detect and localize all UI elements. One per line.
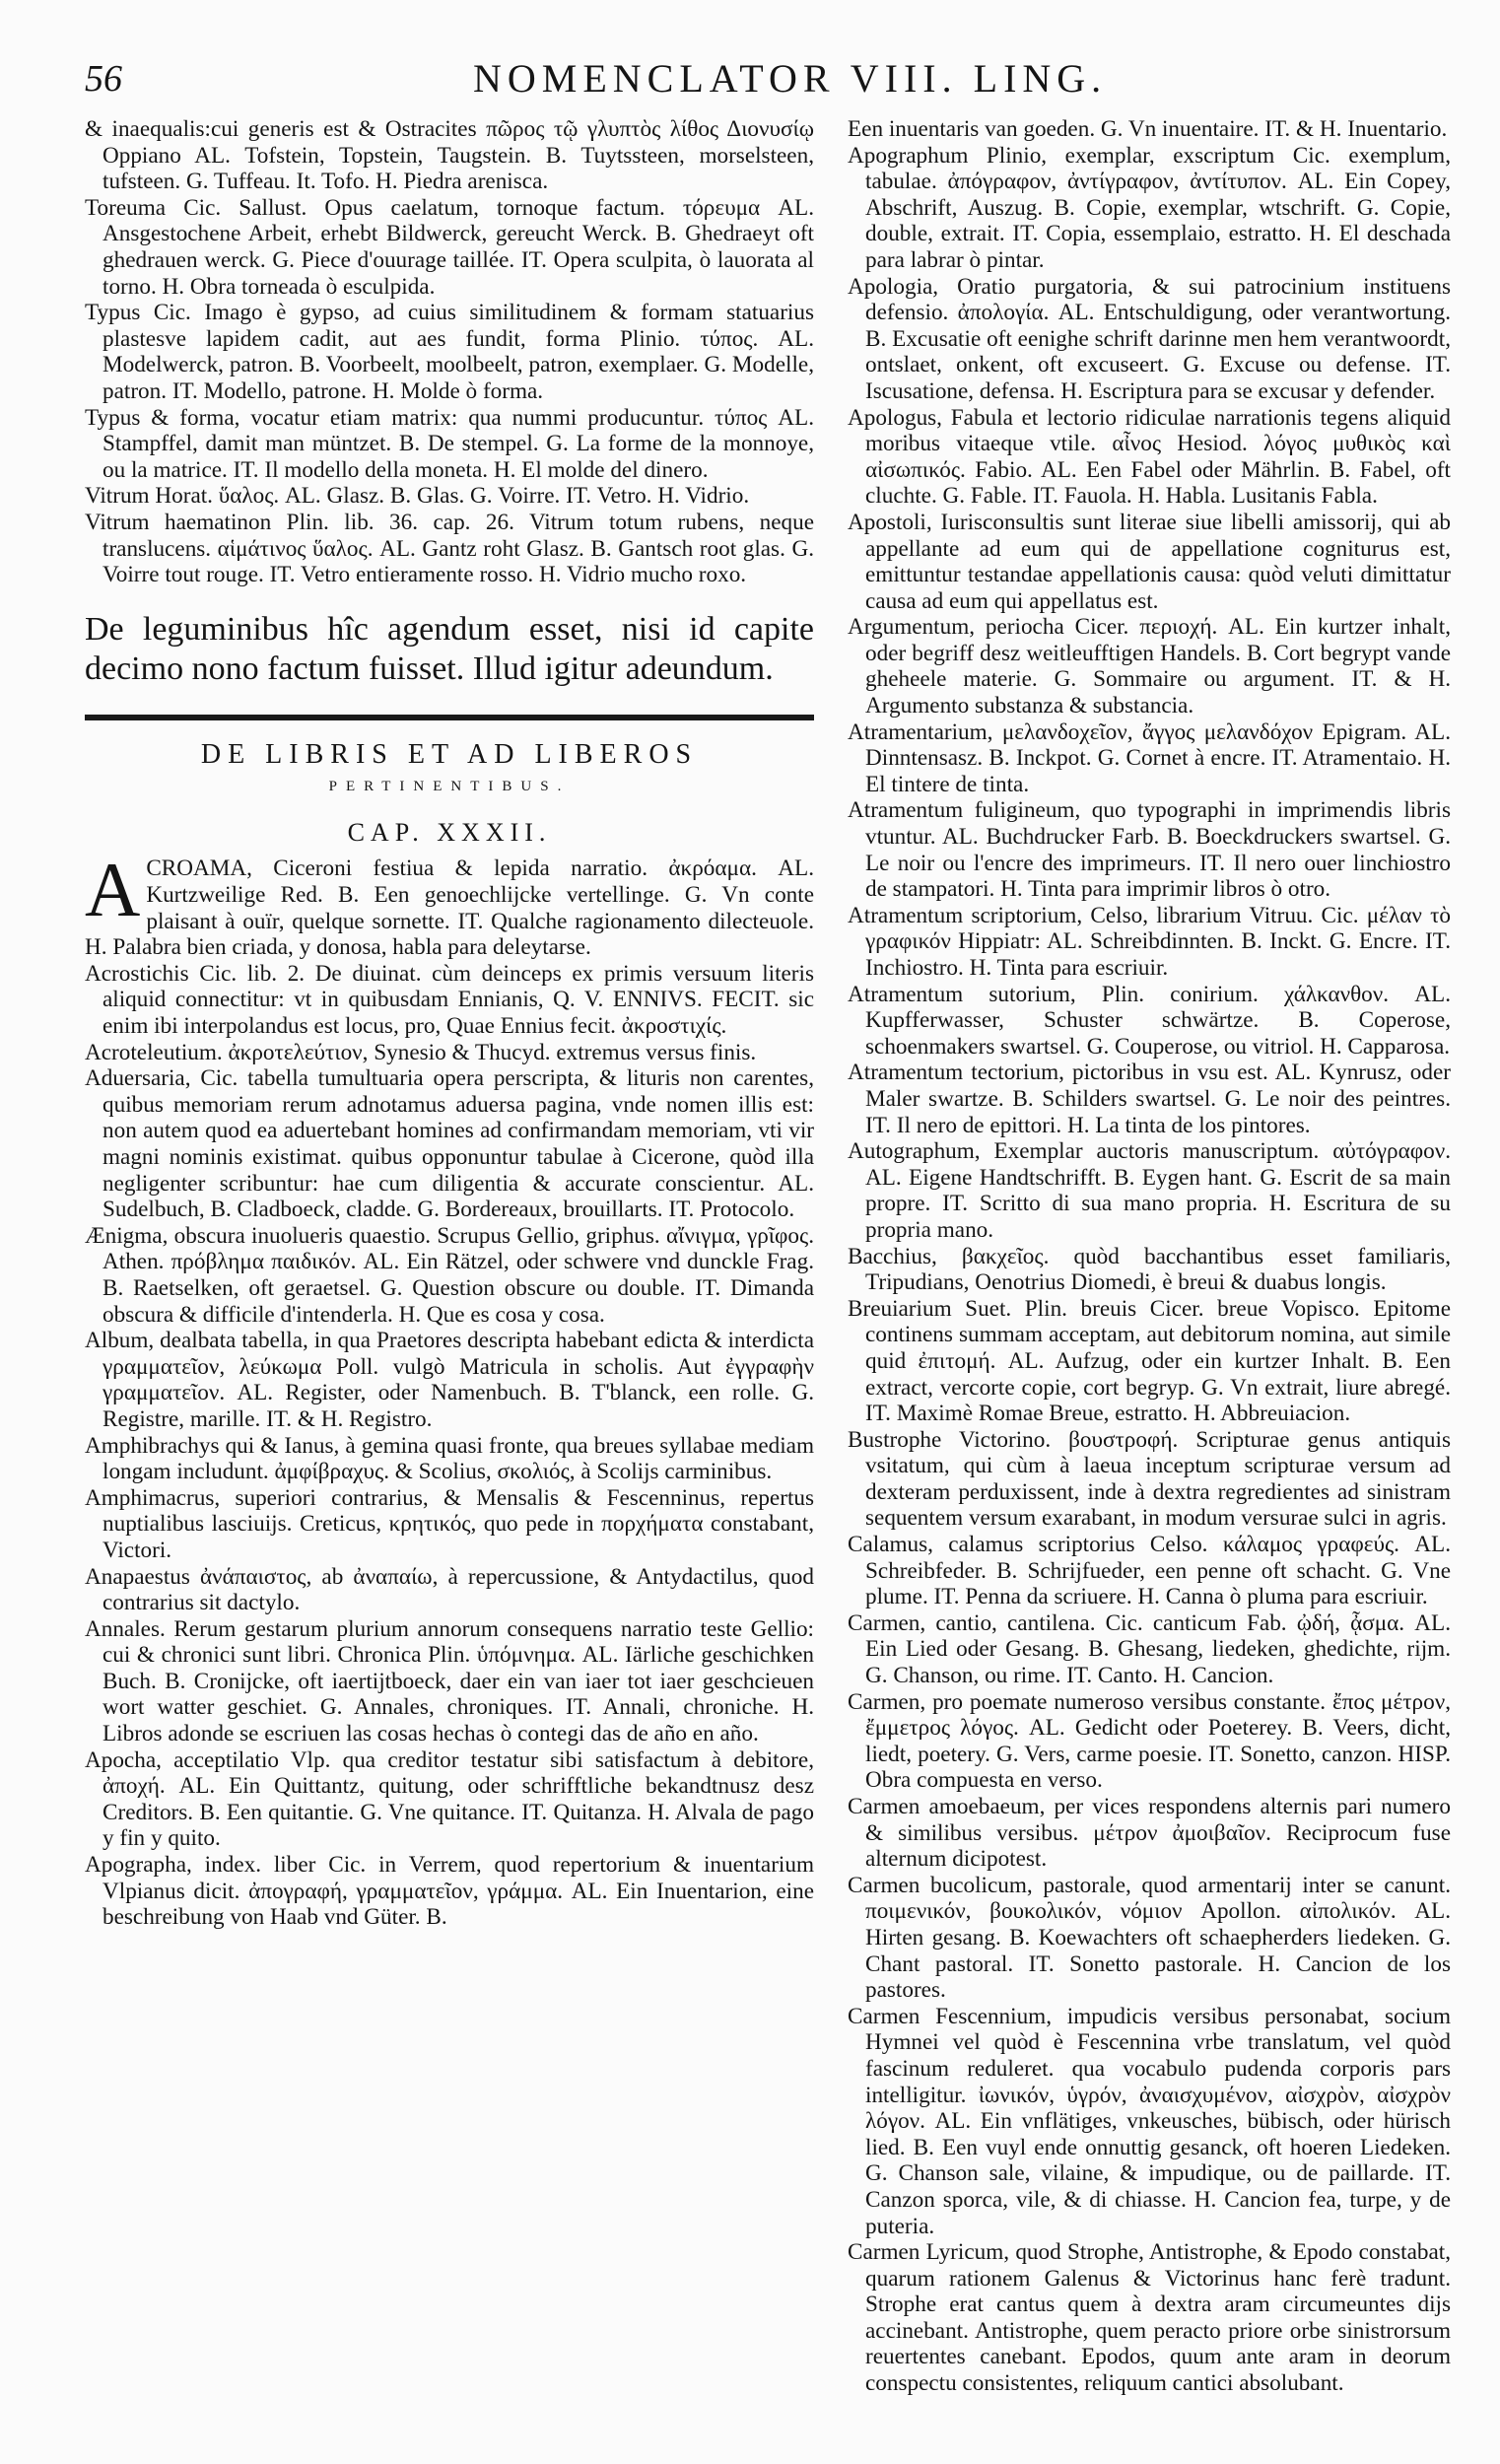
dictionary-entry: Een inuentaris van goeden. G. Vn inuentaire. IT. & H. Inuentario. xyxy=(848,116,1448,142)
left-column xyxy=(85,116,814,1931)
dictionary-entry: Toreuma Cic. Sallust. Opus caelatum, tornoque factum. τόρευμα AL. Ansgestochene Arbeit, erhebt Bildwerck, gereucht Werck. B. Ghedraeyt oft ghedrauen werck. G. Piece d'ouurage taillée. IT. Opera sculpita, ò lauorata al torno. H. Obra torneada ò esculpida. xyxy=(85,194,814,300)
dictionary-entry: Annales. Rerum gestarum plurium annorum consequens narratio teste Gellio: cui & chronici sunt libri. Chronica Plin. ὑπόμνημα. AL. Iärliche geschichken Buch. B. Cronijcke, oft iaertijtboeck, daer ein van iaer tot iaer geschcieuen wort watter geschiet. G. Annales, chroniques. IT. Annali, chroniche. H. Libros adonde se escriuen las cosas hechas ò contegi das de año en año. xyxy=(85,1615,814,1747)
dictionary-entry: Vitrum haematinon Plin. lib. 36. cap. 26. Vitrum totum rubens, neque translucens. αἱμάτινος ὕαλος. AL. Gantz roht Glasz. B. Gantsch root glas. G. Voirre tout rouge. IT. Vetro entieramente rosso. H. Vidrio mucho roxo. xyxy=(85,509,814,588)
dictionary-entry: Carmen, cantio, cantilena. Cic. canticum Fab. ᾠδή, ᾆσμα. AL. Ein Lied oder Gesang. B. Ghesang, liedeken, ghedichte, rijm. G. Chanson, ou rime. IT. Canto. H. Cancion. xyxy=(848,1609,1451,1689)
first-entry xyxy=(85,847,814,961)
dictionary-entry: Bustrophe Victorino. βουστροφή. Scripturae genus antiquis vsitatum, qui cùm à laeua inceptum scripturae versum ad dexteram perduxissent, inde à dextra regredientes ad sinistram sequentem versum exarabant, in modum versurae sulci in agris. xyxy=(848,1426,1451,1532)
dictionary-entry: Apologus, Fabula et lectorio ridiculae narrationis tegens aliquid moribus vitaeque vtile. αἶνος Hesiod. λόγος μυθικὸς καὶ αἰσωπικός. Fabio. AL. Een Fabel oder Mährlin. B. Fabel, oft cluchte. G. Fable. IT. Fauola. H. Habla. Lusitanis Fabla. xyxy=(848,404,1451,510)
dictionary-entry: Anapaestus ἀνάπαιστος, ab ἀναπαίω, à repercussione, & Antydactilus, quod contrarius sit dactylo. xyxy=(85,1563,814,1616)
chapter-subtitle: PERTINENTIBUS. xyxy=(328,779,571,795)
dictionary-entry: Typus Cic. Imago è gypso, ad cuius similitudinem & formam statuarius plastesve lapidem cadit, aut aes fundit, forma Plinio. τύπος. AL. Modelwerck, patron. B. Voorbeelt, moolbeelt, patron, exemplaer. G. Modelle, patron. IT. Modello, patrone. H. Molde ò forma. xyxy=(85,300,814,404)
dictionary-entry: Calamus, calamus scriptorius Celso. κάλαμος γραφεύς. AL. Schreibfeder. B. Schrijfueder, een penne oft schacht. G. Vne plume. IT. Penna da scriuere. H. Canna ò pluma para escriuir. xyxy=(848,1532,1451,1610)
dictionary-entry: Album, dealbata tabella, in qua Praetores descripta habebant edicta & interdicta γραμματεῖον, λεύκωμα Poll. vulgò Matricula in scholis. Aut ἐγγραφὴν γραμματεῖον. AL. Register, oder Namenbuch. B. T'blanck, een rolle. G. Registre, marille. IT. & H. Registro. xyxy=(85,1328,814,1432)
left-entries-top xyxy=(85,116,814,588)
dictionary-entry: Autographum, Exemplar auctoris manuscriptum. αὐτόγραφον. AL. Eigene Handtschrifft. B. Eygen hant. G. Escrit de sa main propre. IT. Scritto di sua mano propria. H. Escritura de su propria mano. xyxy=(848,1138,1451,1243)
dictionary-entry: Apocha, acceptilatio Vlp. qua creditor testatur sibi satisfactum à debitore, ἀποχή. AL. Ein Quittantz, quitung, oder schrifftliche bekandtnusz desz Creditors. B. Een quitantie. G. Vne quitance. IT. Quitanza. H. Alvala de pago y fin y quito. xyxy=(85,1746,814,1852)
dictionary-entry: Atramentum scriptorium, Celso, librarium Vitruu. Cic. μέλαν τὸ γραφικόν Hippiatr: AL. Schreibdinnten. B. Inckt. G. Encre. IT. Inchiostro. H. Tinta para escriuir. xyxy=(848,902,1451,981)
dictionary-entry: Carmen Fescennium, impudicis versibus personabat, socium Hymnei vel quòd è Fescennina vrbe translatum, vel quòd fascinum reduleret. qua vocabulo pudenda corporis pars intelligitur. ἰωνικόν, ὑγρόν, ἀναισχυμένον, αἰσχρὸν, αἰσχρὸν λόγον. AL. Ein vnflätiges, vnkeusches, bübisch, oder hürisch lied. B. Een vuyl ende onnuttig gesanck, oft hoeren Liedeken. G. Chanson sale, vilaine, & impudique, ou de paillarde. IT. Canzon sporca, vile, & di chiasse. H. Cancion fea, turpe, y de puteria. xyxy=(848,2003,1451,2239)
dictionary-entry: Apographum Plinio, exemplar, exscriptum Cic. exemplum, tabulae. ἀπόγραφον, ἀντίγραφον, ἀντίτυπον. AL. Ein Copey, Abschrift, Auszug. B. Copie, exemplar, wtschrift. G. Copie, double, extrait. IT. Copia, essemplaio, estratto. H. El deschada para labrar ò pintar. xyxy=(848,142,1451,273)
dictionary-entry: Apostoli, Iurisconsultis sunt literae siue libelli amissorij, qui ab appellante ad eum qui de appellatione cogniturus est, emittuntur testandae appellationis causa: quòd veluti dimittatur causa ad eum qui appellatus est. xyxy=(848,509,1451,614)
dictionary-entry: Aduersaria, Cic. tabella tumultuaria opera perscripta, & lituris non carentes, quibus memoriam rerum adnotamus aduersa pagina, vnde nomen illis est: non autem quod ea aduertebant homines ad confirmandam memoriam, vti vir magni nominis existimat. quibus opponuntur tabulae à Cicerone, quòd illa negligenter scribuntur: hae cum diligentia & accurate conscientur. AL. Sudelbuch, B. Cladboeck, cladde. G. Bordereaux, brouillarts. IT. Protocolo. xyxy=(85,1065,814,1223)
dictionary-entry: Atramentum fuligineum, quo typographi in imprimendis libris vtuntur. AL. Buchdrucker Farb. B. Boeckdruckers swartsel. G. Le noir ou l'encre des imprimeurs. IT. Il nero ouer linchiostro de stampatori. H. Tinta para imprimir libros ò otro. xyxy=(848,797,1451,903)
dictionary-entry: Acroteleutium. ἀκροτελεύτιον, Synesio & Thucyd. extremus versus finis. xyxy=(85,1039,757,1065)
dictionary-entry: Vitrum Horat. ὕαλος. AL. Glasz. B. Glas. G. Voirre. IT. Vetro. H. Vidrio. xyxy=(85,483,750,510)
editorial-note: De leguminibus hîc agendum esset, nisi id capite decimo nono factum fuisset. Illud igitur adeundum. xyxy=(85,610,814,687)
dictionary-entry: Amphimacrus, superiori contrarius, & Mensalis & Fescenninus, repertus nuptialibus lasciuijs. Creticus, κρητικός, quo pede in πορχήματα constabant, Victori. xyxy=(85,1484,814,1563)
chapter-title: DE LIBRIS ET AD LIBEROS xyxy=(200,738,699,770)
left-entries xyxy=(85,961,814,1931)
dictionary-entry: Breuiarium Suet. Plin. breuis Cicer. breue Vopisco. Epitome continens summam acceptam, aut debitorum nomina, aut simile quid ἐπιτομή. AL. Aufzug, oder ein kurtzer Inhalt. B. Een extract, vercorte copie, cort begryp. G. Vn extrait, liure abregé. IT. Maximè Romae Breue, estratto. H. Abbreuiacion. xyxy=(848,1295,1451,1427)
dictionary-entry: Carmen Lyricum, quod Strophe, Antistrophe, & Epodo constabat, quarum rationem Galenus & Victorinus hanc ferè tradunt. Strophe erat cantus quem à dextra aram circumeuntes dijs accinebant. Antistrophe, quem peracto priore orbe sinistrorsum reuertentes canebant. Epodos, quum ante aram in deorum conspectu consistentes, reliquum cantici absolubant. xyxy=(848,2239,1451,2397)
chapter-number: CAP. XXXII. xyxy=(347,817,552,847)
dictionary-entry: Atramentarium, μελανδοχεῖον, ἄγγος μελανδόχον Epigram. AL. Dinntensasz. B. Inckpot. G. Cornet à encre. IT. Atramentaio. H. El tintere de tinta. xyxy=(848,719,1451,797)
dictionary-entry: Atramentum sutorium, Plin. conirium. χάλκανθον. AL. Kupfferwasser, Schuster schwärtze. B. Coperose, schoenmakers swartsel. G. Couperose, ou vitriol. H. Capparosa. xyxy=(848,981,1451,1060)
dictionary-entry: Atramentum tectorium, pictoribus in vsu est. AL. Kynrusz, oder Maler swartze. B. Schilders swartsel. G. Le noir des peintres. IT. Il nero de epittori. H. La tinta de los pintores. xyxy=(848,1060,1451,1138)
dictionary-entry: Typus & forma, vocatur etiam matrix: qua nummi producuntur. τύπος AL. Stampffel, damit man müntzet. B. De stempel. G. La forme de la monnoye, ou la matrice. IT. Il modello della moneta. H. El molde del dinero. xyxy=(85,404,814,483)
right-column xyxy=(848,116,1451,2397)
dictionary-entry: Apologia, Oratio purgatoria, & sui patrocinium instituens defensio. ἀπολογία. AL. Entschuldigung, oder verantwortung. B. Excusatie oft eenighe schrift darinne men hem verantwoordt, ontslaet, onkent, oft excuseert. G. Excuse ou defense. IT. Iscusatione, defensa. H. Escriptura para se excusar y defender. xyxy=(848,273,1451,404)
dictionary-entry: Argumentum, periocha Cicer. περιοχή. AL. Ein kurtzer inhalt, oder begriff desz weitleufftigen Handels. B. Cort begrypt vande gheheele materie. G. Sommaire ou argument. IT. & H. Argumento substanza & substancia. xyxy=(848,614,1451,719)
page-number: 56 xyxy=(85,58,122,100)
running-title: NOMENCLATOR VIII. LING. xyxy=(473,56,1108,101)
dictionary-entry: Amphibrachys qui & Ianus, à gemina quasi fronte, qua breues syllabae mediam longam includunt. ἀμφίβραχυς. & Scolius, σκολιός, à Scolijs carminibus. xyxy=(85,1432,814,1485)
dictionary-entry: Carmen, pro poemate numeroso versibus constante. ἔπος μέτρον, ἔμμετρος λόγος. AL. Gedicht oder Poeterey. B. Veers, dicht, liedt, poetery. G. Vers, carme poesie. IT. Sonetto, canzon. HISP. Obra compuesta en verso. xyxy=(848,1688,1451,1794)
dictionary-entry: Carmen amoebaeum, per vices respondens alternis pari numero & similibus versibus. μέτρον ἀμοιβαῖον. Reciprocum fuse alternum dicipotest. xyxy=(848,1794,1451,1873)
right-entries xyxy=(848,116,1451,2397)
dictionary-entry: Bacchius, βακχεῖος. quòd bacchantibus esset familiaris, Tripudians, Oenotrius Diomedi, è breui & duabus longis. xyxy=(848,1243,1451,1296)
first-entry-text: CROAMA, Ciceroni festiua & lepida narratio. ἀκρόαμα. AL. Kurtzweilige Red. B. Een genoechlijcke vertellinge. G. Vn conte plaisant à ouïr, quelque sornette. IT. Qualche ragionamento dilecteuole. H. Palabra bien criada, y donosa, habla para deleytarse. xyxy=(85,856,814,961)
chapter-divider-rule xyxy=(85,715,814,720)
dictionary-entry: & inaequalis:cui generis est & Ostracites πῶρος τῷ γλυπτὸς λίθος Διονυσίῳ Oppiano AL. Tofstein, Topstein, Taugstein. B. Tuytssteen, morselsteen, tufsteen. G. Tuffeau. It. Tofo. H. Piedra arenisca. xyxy=(85,116,814,195)
dictionary-entry: Ænigma, obscura inuolueris quaestio. Scrupus Gellio, griphus. αἴνιγμα, γρῖφος. Athen. πρόβλημα παιδικόν. AL. Ein Rätzel, oder schwere vnd dunckle Frag. B. Raetselken, oft geraetsel. G. Question obscure ou double. IT. Dimanda obscura & difficile d'intenderla. H. Que es cosa y cosa. xyxy=(85,1222,814,1328)
dictionary-entry: Acrostichis Cic. lib. 2. De diuinat. cùm deinceps ex primis versuum literis aliquid connectitur: vt in quibusdam Ennianis, Q. V. ENNIVS. FECIT. sic enim ibi interpolandus est locus, pro, Quae Ennius fecit. ἀκροστιχίς. xyxy=(85,960,814,1040)
dictionary-entry: Apographa, index. liber Cic. in Verrem, quod repertorium & inuentarium Vlpianus dicit. ἀπογραφή, γραμματεῖον, γράμμα. AL. Ein Inuentarion, eine beschreibung von Haab vnd Güter. B. xyxy=(85,1852,814,1931)
drop-cap: A xyxy=(85,847,141,933)
dictionary-entry: Carmen bucolicum, pastorale, quod armentarij inter se canunt. ποιμενικόν, βουκολικόν, νόμιον Apollon. αἰπολικόν. AL. Hirten gesang. B. Koewachters oft schaepherders liedeken. G. Chant pastoral. IT. Sonetto pastorale. H. Cancion de los pastores. xyxy=(848,1872,1451,2004)
